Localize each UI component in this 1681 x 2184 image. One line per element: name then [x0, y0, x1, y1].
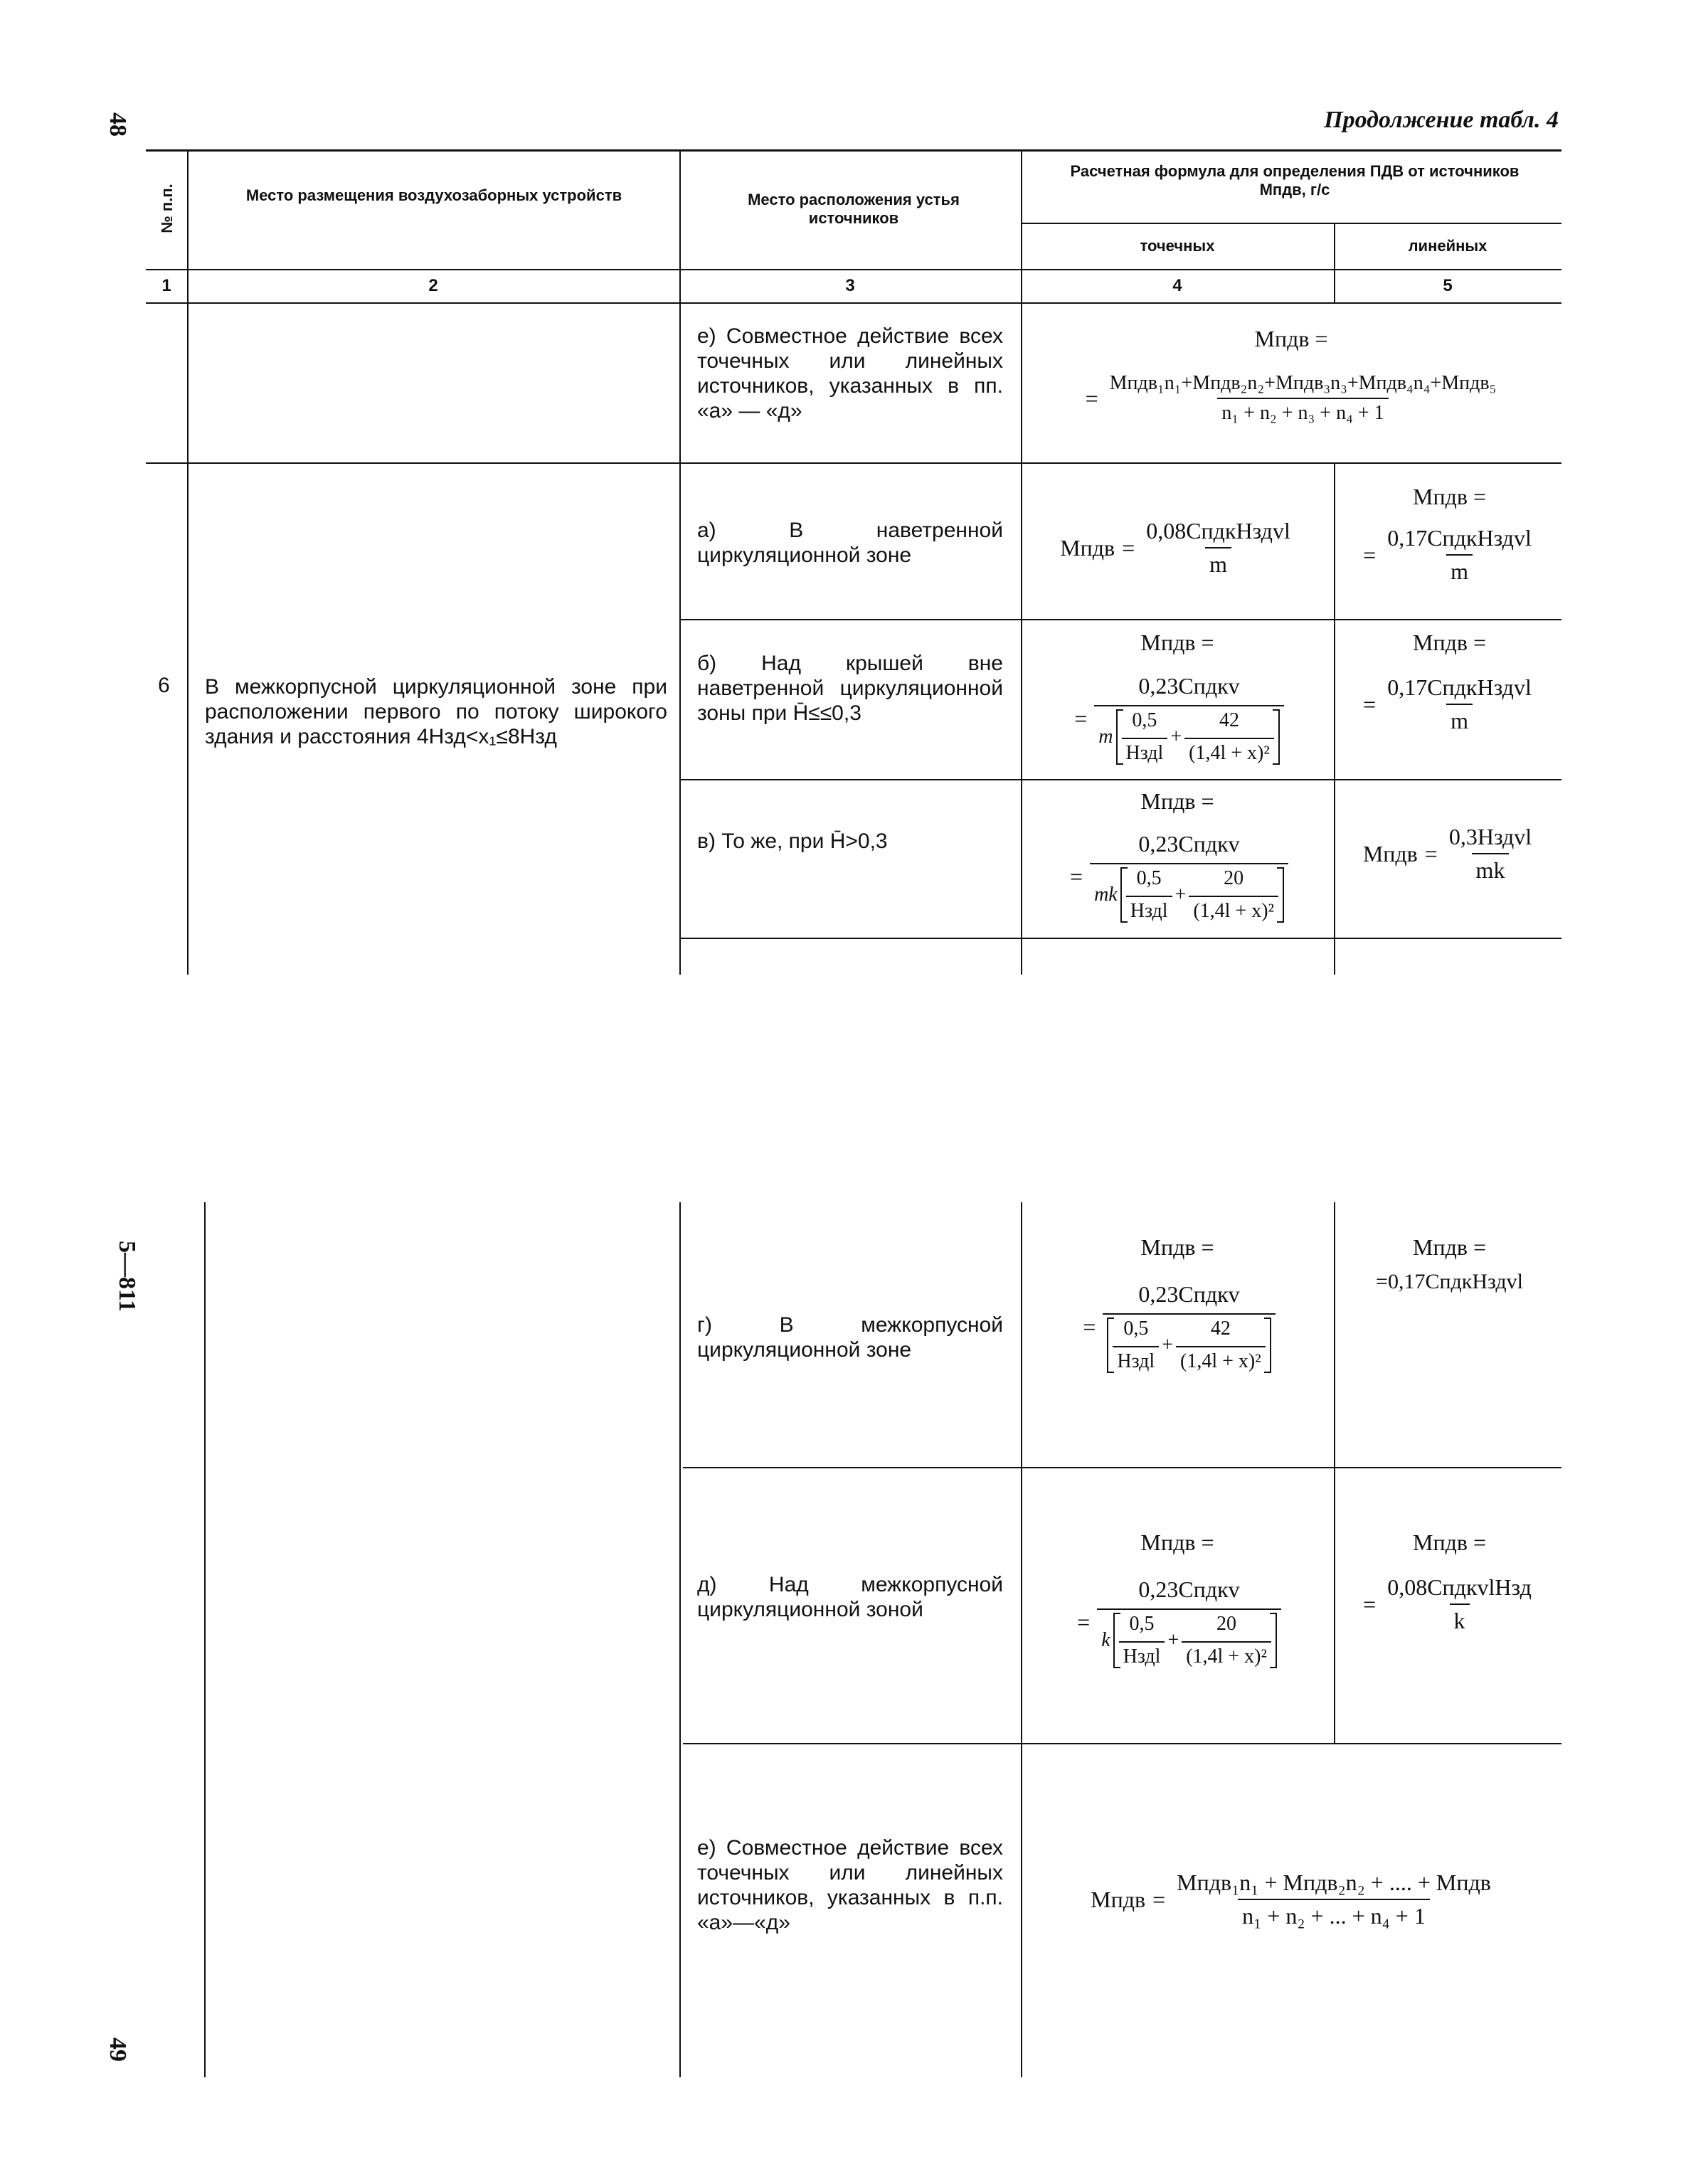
header-col3: Место расположения устья источников	[748, 191, 960, 227]
row-e-eq: =	[1085, 385, 1098, 411]
row-b-half-den: Hздl	[1122, 738, 1168, 765]
row-v-point-lhs: Мпдв =	[1140, 788, 1214, 814]
col2-rule	[679, 149, 681, 975]
b-col4-rule	[1334, 1202, 1335, 1743]
row-v-mk: mk	[1094, 884, 1118, 906]
row-g-bottom-rule	[683, 1467, 1561, 1468]
header-col4: точечных	[1140, 237, 1215, 255]
sheet-code: 5—811	[114, 1240, 141, 1313]
row-a-line-formula	[1337, 512, 1561, 598]
colnum-bottom-rule	[146, 302, 1561, 304]
row-d-text: д) Над межкорпусной циркуляционной зоной	[697, 1573, 1003, 1621]
row-e2-num: Мпдв₁n₁ + Мпдв₂n₂ + .... + Мпдв	[1177, 1870, 1491, 1895]
row-v-mpdv: Мпдв	[1362, 840, 1418, 866]
row-d-pt-num: 0,23Cпдкv	[1138, 1576, 1240, 1602]
row-g-point-lhs: Мпдв =	[1140, 1234, 1214, 1260]
header-col2: Место размещения воздухозаборных устройств	[245, 186, 622, 204]
row-g-half-num: 0,5	[1123, 1317, 1149, 1340]
row-v-ln-den: mk	[1472, 853, 1510, 884]
b-col1-rule	[204, 1202, 206, 2077]
row-b-m: m	[1098, 725, 1113, 748]
row-e-place-text: е) Совместное действие всех точечных или линейных источников, указанных в пп. «а» — «д»	[697, 324, 1003, 423]
row-a-ln-den: m	[1446, 554, 1473, 585]
row-v-plus: +	[1174, 884, 1187, 906]
row-d-line-eq: =	[1363, 1591, 1377, 1617]
page-number-bottom: 49	[105, 2037, 131, 2062]
row-a-eq: =	[1122, 534, 1135, 561]
colnum-1: 1	[161, 276, 171, 295]
b-col3-rule	[1021, 1202, 1022, 2077]
row-b-plus: +	[1170, 725, 1182, 748]
row-d-point-lhs: Мпдв =	[1140, 1530, 1214, 1555]
header-sub-rule	[1021, 223, 1561, 224]
row-e2-den: n₁ + n₂ + ... + n₄ + 1	[1238, 1899, 1430, 1929]
row-b-half-num: 0,5	[1132, 709, 1157, 731]
row-d-k: k	[1101, 1628, 1110, 1651]
row-g-pt-den	[1103, 1313, 1275, 1373]
row-g-line-lhs: Мпдв =	[1412, 1234, 1486, 1260]
row-d-half-den: Hздl	[1119, 1641, 1165, 1668]
row-d-sq: (1,4l + x)²	[1182, 1641, 1271, 1668]
row-b-ln-den: m	[1446, 704, 1473, 734]
row-b-line-eq: =	[1363, 691, 1377, 717]
col1-rule	[187, 149, 189, 975]
row-e-bottom-rule	[146, 462, 1561, 464]
row-a-bottom-rule	[679, 619, 1561, 620]
row-a-line-eq: =	[1363, 541, 1377, 568]
row-v-pt-num: 0,23Cпдкv	[1138, 831, 1240, 857]
row-d-half-num: 0,5	[1129, 1612, 1155, 1635]
continuation-title: Продолжение табл. 4	[1324, 107, 1559, 133]
header-bottom-rule	[146, 269, 1561, 270]
row-d-20: 20	[1216, 1612, 1237, 1635]
row-v-line-eq: =	[1424, 840, 1438, 866]
row-b-pt-den	[1094, 705, 1283, 765]
row-d-ln-num: 0,08CпдкvlHзд	[1387, 1574, 1532, 1600]
row-b-bottom-rule	[679, 779, 1561, 780]
row-v-20: 20	[1224, 867, 1244, 889]
row-v-ln-num: 0,3Hздvl	[1448, 824, 1532, 849]
row-d-eq: =	[1077, 1608, 1091, 1635]
row-v-half-num: 0,5	[1136, 867, 1162, 889]
row-b-42: 42	[1219, 709, 1239, 731]
row-g-plus: +	[1162, 1333, 1174, 1356]
row-a-point-formula	[1024, 498, 1330, 598]
row-d-point-formula	[1024, 1562, 1334, 1682]
row-d-pt-den	[1097, 1608, 1281, 1668]
row-d-line-lhs: Мпдв =	[1412, 1530, 1486, 1555]
row-v-text: в) То же, при H̄>0,3	[697, 829, 888, 853]
row-a-pt-den: m	[1205, 547, 1231, 578]
row-d-line-formula	[1337, 1562, 1561, 1647]
row-b-point-lhs: Мпдв =	[1140, 630, 1214, 655]
row-6-number: 6	[158, 674, 170, 697]
row-v-bottom-rule	[679, 938, 1561, 939]
row-g-half-den: Hздl	[1113, 1346, 1159, 1373]
header-col1: № п.п.	[158, 184, 176, 233]
row-v-point-formula	[1024, 818, 1334, 935]
row-d-bottom-rule	[683, 1743, 1561, 1744]
row-e2-eq: =	[1152, 1886, 1166, 1912]
row-a-ln-num: 0,17CпдкHздvl	[1387, 525, 1532, 551]
row-b-pt-num: 0,23Cпдкv	[1138, 672, 1240, 699]
row-b-eq: =	[1074, 705, 1088, 731]
col4-rule-body	[1334, 462, 1335, 975]
row-v-line-formula	[1337, 811, 1561, 896]
row-g-text: г) В межкорпусной циркуляционной зоне	[697, 1313, 1003, 1362]
row-g-sq: (1,4l + x)²	[1176, 1346, 1266, 1373]
row-a-text: а) В наветренной циркуляционной зоне	[697, 519, 1003, 567]
row-v-sq: (1,4l + x)²	[1189, 896, 1278, 923]
row-d-ln-den: k	[1450, 1603, 1470, 1634]
row-g-42: 42	[1210, 1317, 1231, 1340]
row-d-plus: +	[1167, 1628, 1179, 1651]
row-e-formula	[1024, 356, 1561, 441]
colnum-3: 3	[845, 276, 855, 295]
row-e2-mpdv: Мпдв	[1091, 1886, 1146, 1912]
row-g-line-expr: =0,17CпдкHздvl	[1376, 1270, 1523, 1293]
colnum-2: 2	[428, 276, 438, 295]
row-a-mpdv: Мпдв	[1060, 534, 1115, 561]
row-b-line-formula	[1337, 662, 1561, 747]
row-b-ln-num: 0,17CпдкHздvl	[1387, 674, 1532, 700]
row-e-formula-lhs: Мпдв =	[1254, 326, 1328, 351]
row-e2-formula	[1024, 1857, 1561, 1942]
row-b-sq: (1,4l + x)²	[1184, 738, 1274, 765]
header-col5: линейных	[1408, 237, 1488, 255]
colnum-5: 5	[1443, 276, 1453, 295]
row-6-place-text: В межкорпусной циркуляционной зоне при расположении первого по потоку широкого здания и расстояния 4Нзд<x₁≤8Нзд	[205, 675, 667, 748]
row-e2-text: е) Совместное действие всех точечных или линейных источников, указанных в п.п. «а»—«д»	[697, 1836, 1003, 1934]
row-a-pt-num: 0,08CпдкHздvl	[1146, 518, 1290, 544]
header-col45: Расчетная формула для определения ПДВ от источников Мпдв, г/с	[1070, 162, 1520, 198]
row-b-text: б) Над крышей вне наветренной циркуляционной зоны при H̄≤≤0,3	[697, 652, 1003, 725]
b-col2-rule	[679, 1202, 681, 2077]
row-e-denominator: n₁ + n₂ + n₃ + n₄ + 1	[1217, 398, 1388, 425]
colnum-4: 4	[1172, 276, 1182, 295]
row-e-numerator: Мпдв₁n₁+Мпдв₂n₂+Мпдв₃n₃+Мпдв₄n₄+Мпдв₅	[1109, 372, 1497, 394]
row-v-pt-den	[1090, 863, 1288, 923]
table-top-rule	[146, 149, 1561, 152]
row-v-half-den: Hздl	[1126, 896, 1172, 923]
row-g-pt-num: 0,23Cпдкv	[1138, 1281, 1240, 1307]
page-number-top: 48	[105, 112, 131, 137]
col3-rule	[1021, 149, 1022, 975]
row-b-point-formula	[1024, 662, 1334, 775]
row-v-eq: =	[1070, 864, 1083, 889]
row-b-line-lhs: Мпдв =	[1412, 630, 1486, 655]
row-g-point-formula	[1024, 1266, 1334, 1387]
row-a-line-lhs: Мпдв =	[1412, 484, 1486, 509]
row-g-eq: =	[1083, 1313, 1096, 1340]
